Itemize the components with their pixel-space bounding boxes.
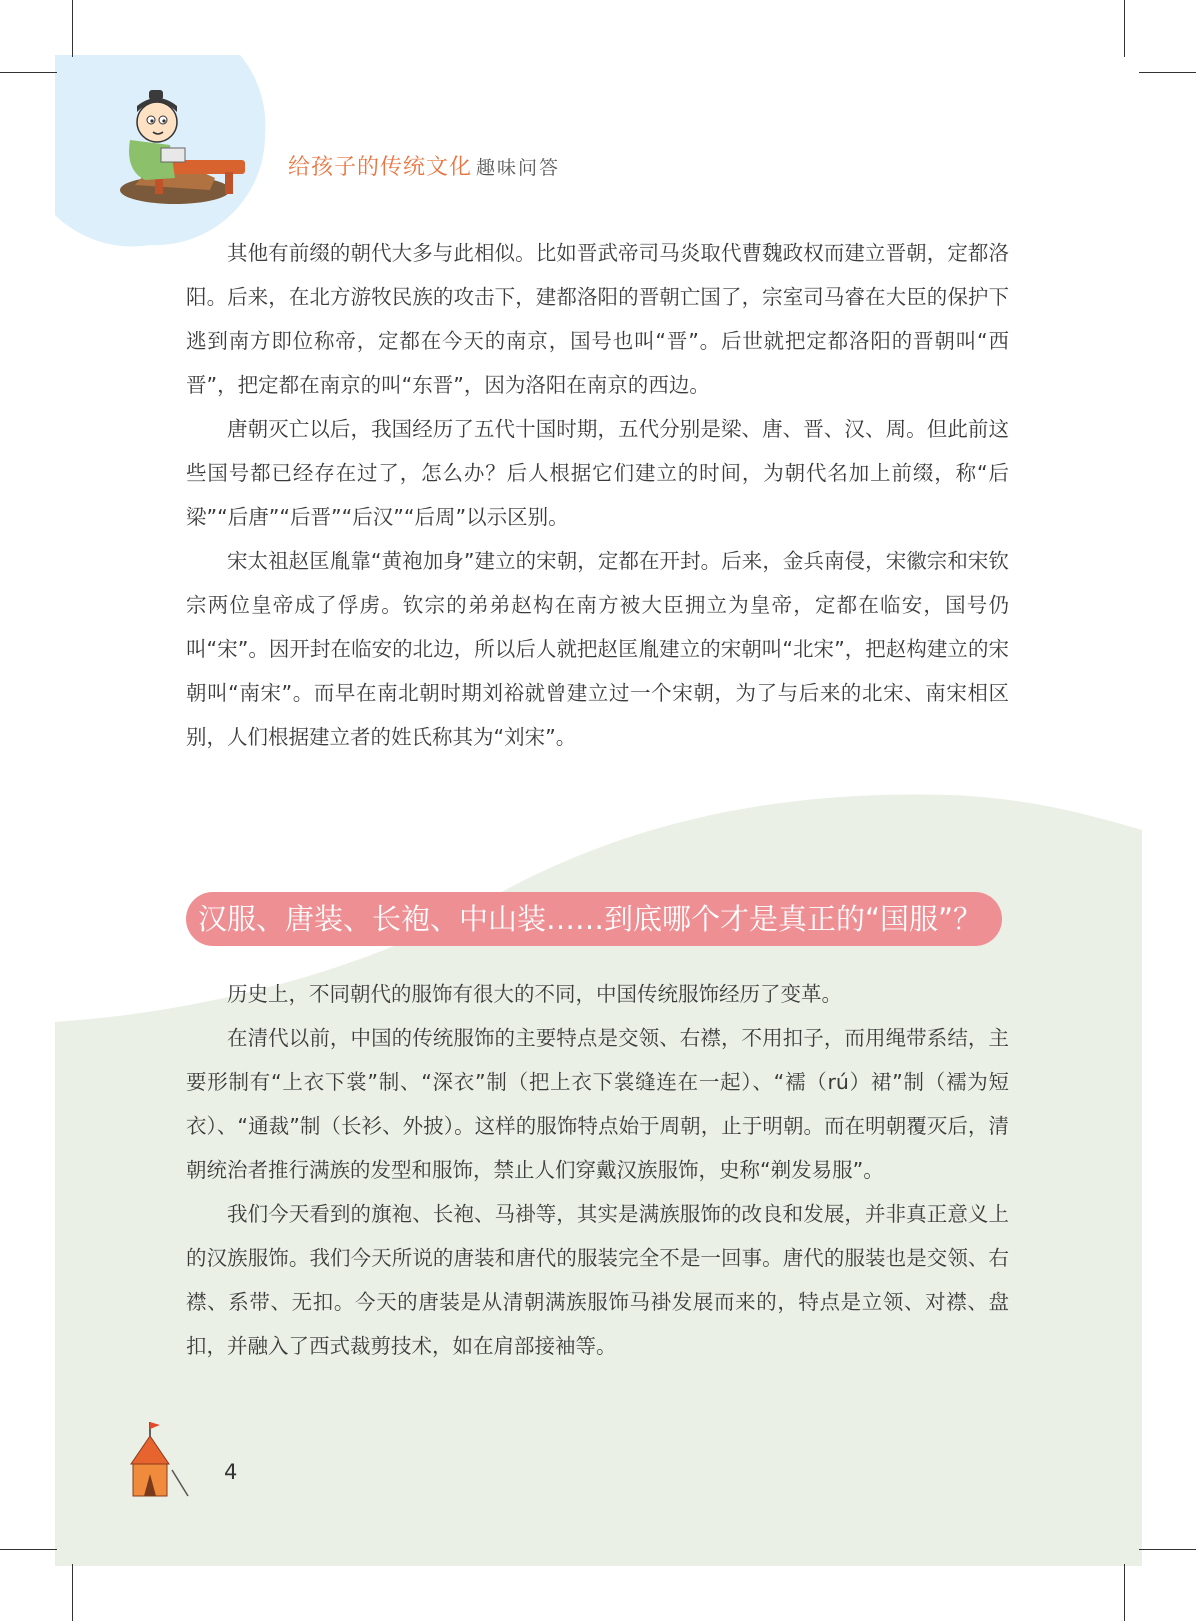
crop-mark: [72, 0, 73, 57]
crop-mark: [0, 1549, 57, 1550]
paragraph: 在清代以前，中国的传统服饰的主要特点是交领、右襟，不用扣子，而用绳带系结，主要形制有“上衣下裳”制、“深衣”制（把上衣下裳缝连在一起）、“襦（rú）裙”制（襦为短衣）、“通裁”制（长衫、外披）。这样的服饰特点始于周朝，止于明朝。而在明朝覆灭后，清朝统治者推行满族的发型和服饰，禁止人们穿戴汉族服饰，史称“剃发易服”。: [186, 1026, 1009, 1182]
crop-mark: [1124, 0, 1125, 57]
paragraph: 唐朝灭亡以后，我国经历了五代十国时期，五代分别是梁、唐、晋、汉、周。但此前这些国号都已经存在过了，怎么办？后人根据它们建立的时间，为朝代名加上前缀，称“后梁”“后唐”“后晋”“后汉”“后周”以示区别。: [186, 417, 1009, 529]
section-heading: 汉服、唐装、长袍、中山装……到底哪个才是真正的“国服”？: [186, 892, 1002, 946]
crop-mark: [72, 1564, 73, 1621]
book-header: [288, 150, 560, 181]
crop-mark: [1139, 72, 1196, 73]
crop-mark: [0, 72, 57, 73]
page-number: 4: [224, 1460, 238, 1484]
paragraph: 我们今天看到的旗袍、长袍、马褂等，其实是满族服饰的改良和发展，并非真正意义上的汉族服饰。我们今天所说的唐装和唐代的服装完全不是一回事。唐代的服装也是交领、右襟、系带、无扣。今天的唐装是从清朝满族服饰马褂发展而来的，特点是立领、对襟、盘扣，并融入了西式裁剪技术，如在肩部接袖等。: [186, 1202, 1009, 1358]
scholar-mascot-icon: [105, 90, 245, 220]
paragraph: 其他有前缀的朝代大多与此相似。比如晋武帝司马炎取代曹魏政权而建立晋朝，定都洛阳。后来，在北方游牧民族的攻击下，建都洛阳的晋朝亡国了，宗室司马睿在大臣的保护下逃到南方即位称帝，定都在今天的南京，国号也叫“晋”。后世就把定都洛阳的晋朝叫“西晋”，把定都在南京的叫“东晋”，因为洛阳在南京的西边。: [186, 241, 1009, 397]
tent-icon: [128, 1420, 198, 1500]
body-text-lower: [186, 972, 1009, 1368]
paragraph: 历史上，不同朝代的服饰有很大的不同，中国传统服饰经历了变革。: [227, 982, 842, 1006]
paragraph: 宋太祖赵匡胤靠“黄袍加身”建立的宋朝，定都在开封。后来，金兵南侵，宋徽宗和宋钦宗两位皇帝成了俘虏。钦宗的弟弟赵构在南方被大臣拥立为皇帝，定都在临安，国号仍叫“宋”。因开封在临安的北边，所以后人就把赵匡胤建立的宋朝叫“北宋”，把赵构建立的宋朝叫“南宋”。而早在南北朝时期刘裕就曾建立过一个宋朝，为了与后来的北宋、南宋相区别，人们根据建立者的姓氏称其为“刘宋”。: [186, 549, 1009, 749]
book-subtitle: 趣味问答: [476, 157, 561, 179]
crop-mark: [1139, 1549, 1196, 1550]
crop-mark: [1124, 1564, 1125, 1621]
book-title: 给孩子的传统文化: [288, 155, 473, 180]
body-text-upper: [186, 231, 1009, 759]
